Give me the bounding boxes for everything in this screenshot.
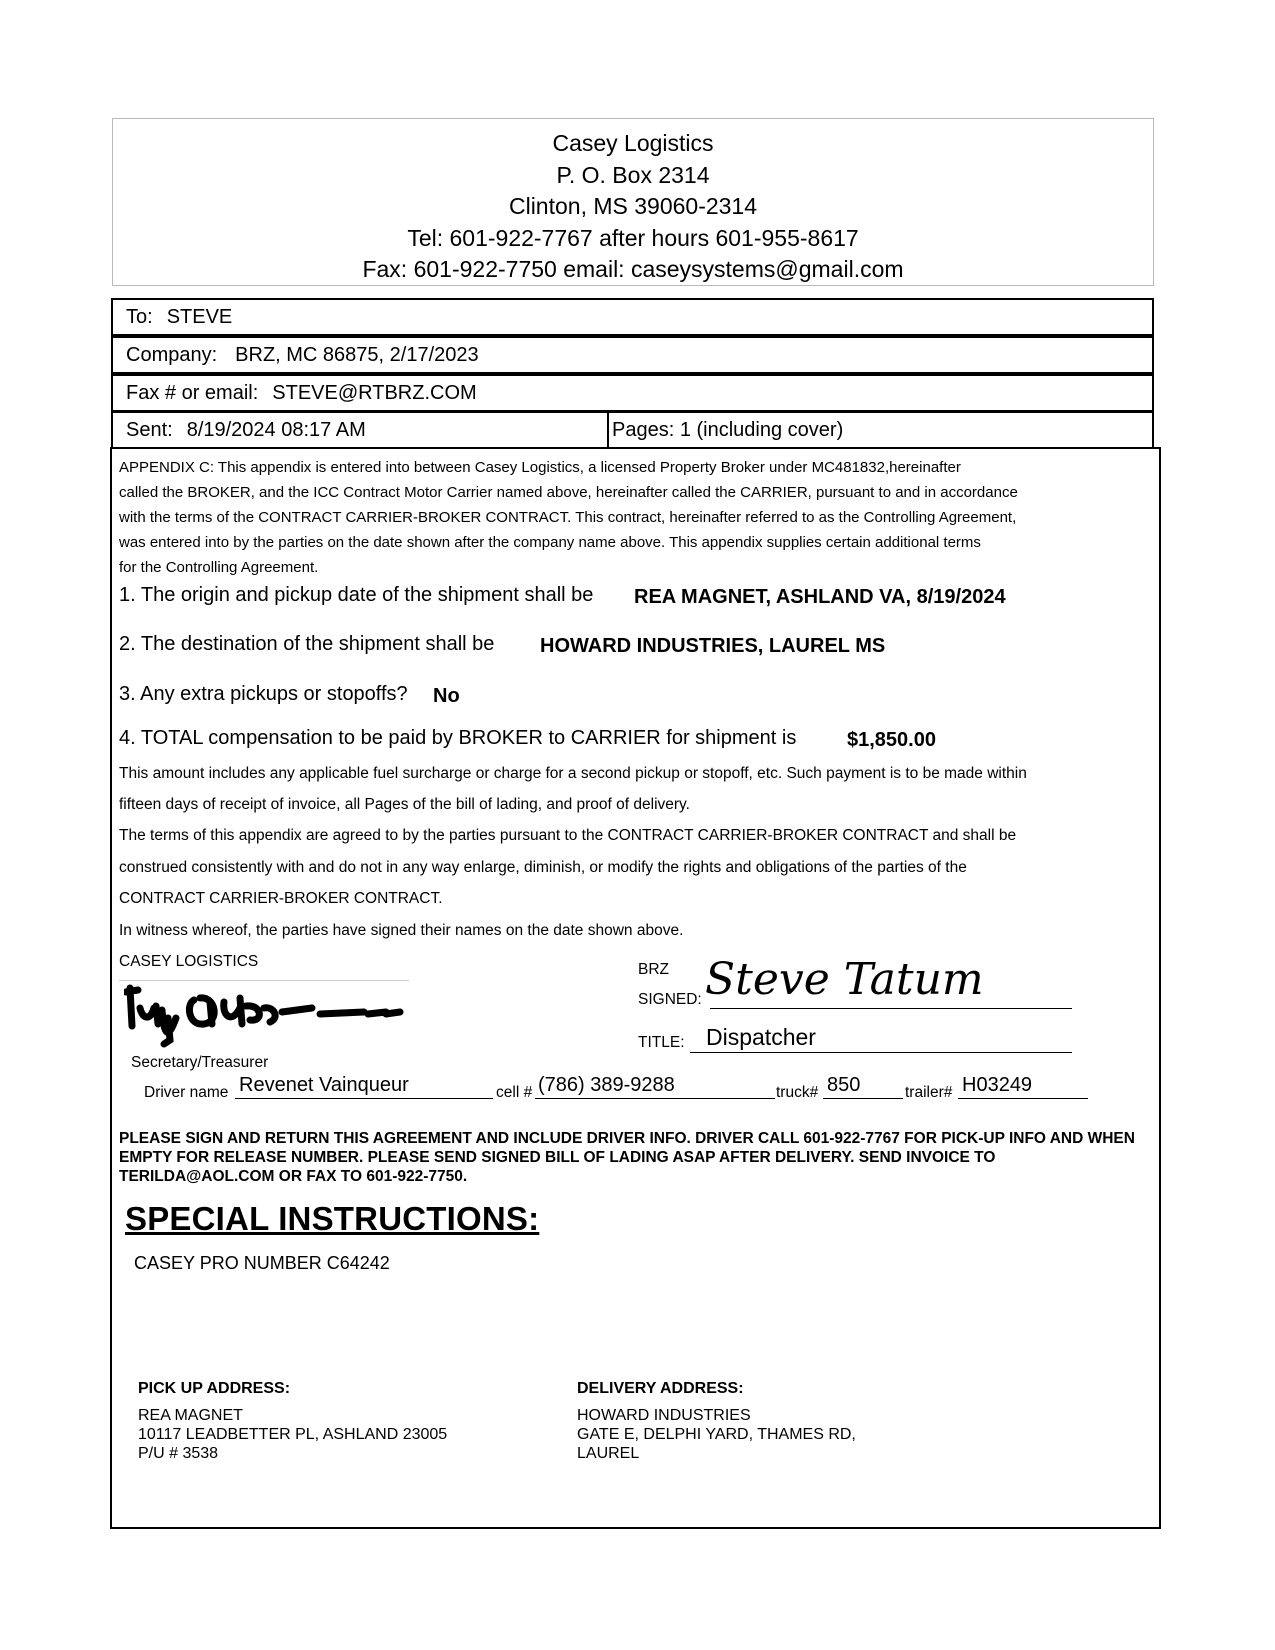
pickup-line: 10117 LEADBETTER PL, ASHLAND 23005 xyxy=(138,1426,448,1443)
broker-name: CASEY LOGISTICS xyxy=(119,953,259,970)
terms-line: fifteen days of receipt of invoice, all Pages of the bill of lading, and proof of delivery. xyxy=(119,796,690,813)
terms-line: CONTRACT CARRIER-BROKER CONTRACT. xyxy=(119,890,443,907)
signed-line xyxy=(710,1008,1072,1009)
cell-label: cell # xyxy=(496,1084,533,1101)
origin-label: 1. The origin and pickup date of the shipment shall be xyxy=(119,584,594,606)
city-line: Clinton, MS 39060-2314 xyxy=(508,193,758,219)
terms-line: In witness whereof, the parties have signed their names on the date shown above. xyxy=(119,922,684,939)
driver-name-value: Revenet Vainqueur xyxy=(235,1074,493,1099)
compensation-value: $1,850.00 xyxy=(847,729,936,751)
trailer-value: H03249 xyxy=(958,1074,1088,1099)
company-value: BRZ, MC 86875, 2/17/2023 xyxy=(235,344,479,366)
terms-line: This amount includes any applicable fuel surcharge or charge for a second pickup or stopoff, etc. Such payment is to be made within xyxy=(119,765,1027,782)
sent-label: Sent: xyxy=(126,419,173,441)
appendix-line: called the BROKER, and the ICC Contract Motor Carrier named above, hereinafter called the CARRIER, pursuant to and in accordance xyxy=(119,484,1018,501)
delivery-line: LAUREL xyxy=(577,1445,640,1462)
broker-title: Secretary/Treasurer xyxy=(131,1054,269,1071)
delivery-line: GATE E, DELPHI YARD, THAMES RD, xyxy=(577,1426,856,1443)
appendix-line: APPENDIX C: This appendix is entered into between Casey Logistics, a licensed Property Broker under MC481832,hereinafter xyxy=(119,459,961,476)
extra-stops-label: 3. Any extra pickups or stopoffs? xyxy=(119,683,408,705)
return-instructions: PLEASE SIGN AND RETURN THIS AGREEMENT AND INCLUDE DRIVER INFO. DRIVER CALL 601-922-7767 FOR PICK-UP INFO AND WHEN EMPTY FOR RELEASE NUMBER. PLEASE SEND SIGNED BILL OF LADING ASAP AFTER DELIVERY. SEND INVOICE TO TERILDA@AOL.COM OR FAX TO 601-922-7750. xyxy=(119,1130,1135,1185)
truck-label: truck# xyxy=(776,1084,819,1101)
po-box: P. O. Box 2314 xyxy=(556,161,710,188)
truck-value: 850 xyxy=(823,1074,903,1099)
trailer-label: trailer# xyxy=(905,1084,953,1101)
compensation-label: 4. TOTAL compensation to be paid by BROKER to CARRIER for shipment is xyxy=(119,727,797,749)
letterhead xyxy=(112,118,1154,286)
fax-label: Fax # or email: xyxy=(126,382,259,404)
destination-label: 2. The destination of the shipment shall be xyxy=(119,633,495,655)
broker-signature-image xyxy=(124,978,414,1048)
appendix-line: for the Controlling Agreement. xyxy=(119,559,319,576)
cell-value: (786) 389-9288 xyxy=(535,1074,775,1099)
pickup-heading: PICK UP ADDRESS: xyxy=(138,1380,291,1397)
extra-stops-value: No xyxy=(433,685,460,707)
company-label: Company: xyxy=(126,344,218,366)
destination-value: HOWARD INDUSTRIES, LAUREL MS xyxy=(540,635,886,657)
tel-line: Tel: 601-922-7767 after hours 601-955-8617 xyxy=(407,224,859,251)
signed-label: SIGNED: xyxy=(638,991,702,1008)
pro-number: CASEY PRO NUMBER C64242 xyxy=(134,1253,390,1273)
sent-value: 8/19/2024 08:17 AM xyxy=(186,419,366,441)
appendix-line: with the terms of the CONTRACT CARRIER-BROKER CONTRACT. This contract, hereinafter referred to as the Controlling Agreement, xyxy=(119,509,1017,526)
fax-line: Fax: 601-922-7750 email: caseysystems@gmail.com xyxy=(362,256,904,282)
to-label: To: xyxy=(126,306,153,328)
company-name: Casey Logistics xyxy=(552,130,714,156)
terms-line: construed consistently with and do not in any way enlarge, diminish, or modify the rights and obligations of the parties of the xyxy=(119,859,967,876)
title-value: Dispatcher xyxy=(706,1024,816,1050)
delivery-heading: DELIVERY ADDRESS: xyxy=(577,1380,744,1397)
terms-line: The terms of this appendix are agreed to by the parties pursuant to the CONTRACT CARRIER-BROKER CONTRACT and shall be xyxy=(119,827,1017,844)
fax-value: STEVE@RTBRZ.COM xyxy=(272,382,477,404)
title-label: TITLE: xyxy=(638,1034,685,1051)
title-line xyxy=(690,1052,1072,1053)
row-divider xyxy=(607,411,609,449)
fax-row xyxy=(111,374,1154,412)
pickup-line: REA MAGNET xyxy=(138,1407,243,1424)
appendix-line: was entered into by the parties on the date shown after the company name above. This appendix supplies certain additional terms xyxy=(119,534,981,551)
to-row xyxy=(111,298,1154,336)
carrier-name: BRZ xyxy=(638,961,669,978)
to-value: STEVE xyxy=(166,306,233,328)
origin-value: REA MAGNET, ASHLAND VA, 8/19/2024 xyxy=(634,586,1006,608)
special-instructions-heading: SPECIAL INSTRUCTIONS: xyxy=(125,1200,540,1237)
pickup-line: P/U # 3538 xyxy=(138,1445,219,1462)
carrier-signature: Steve Tatum xyxy=(705,954,984,1005)
delivery-line: HOWARD INDUSTRIES xyxy=(577,1407,751,1424)
pages-value: Pages: 1 (including cover) xyxy=(612,419,844,441)
company-row xyxy=(111,336,1154,374)
driver-name-label: Driver name xyxy=(144,1084,229,1101)
